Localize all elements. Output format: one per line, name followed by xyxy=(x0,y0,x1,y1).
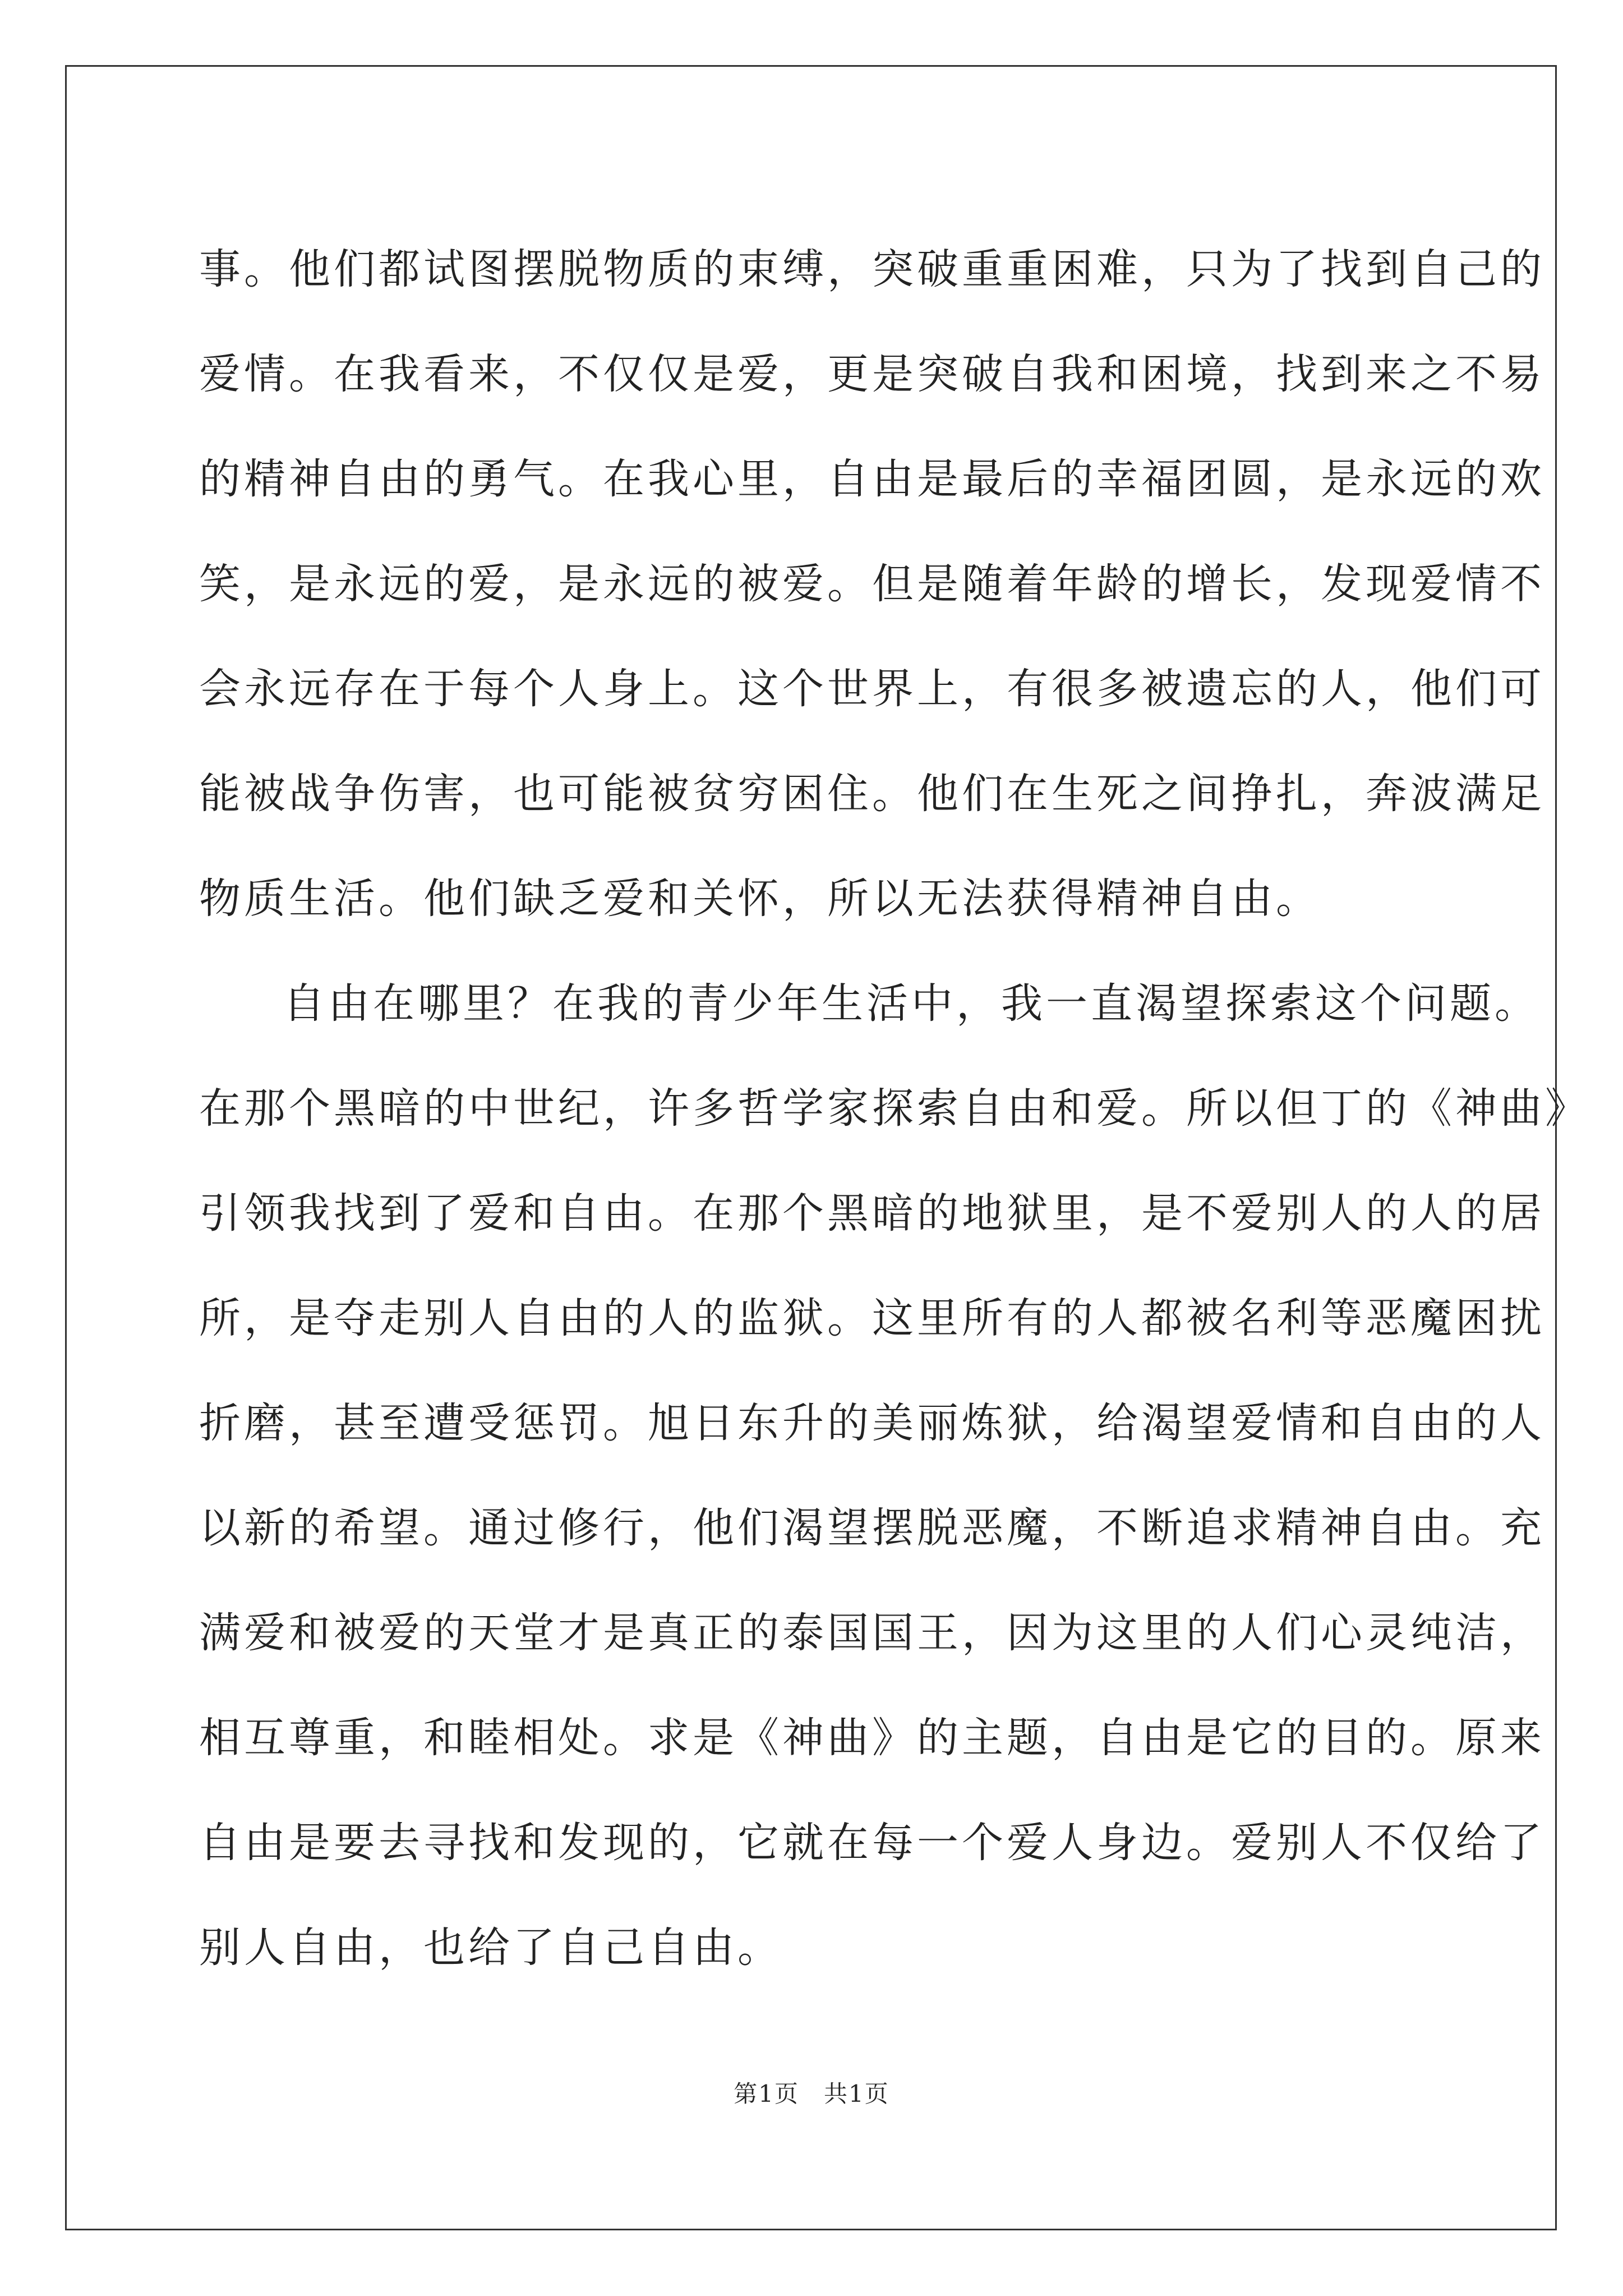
text-line: 别人自由，也给了自己自由。 xyxy=(199,1923,782,1972)
text-line: 自由是要去寻找和发现的，它就在每一个爱人身边。爱别人不仅给了 xyxy=(199,1818,1545,1867)
text-line: 笑，是永远的爱，是永远的被爱。但是随着年龄的增长，发现爱情不 xyxy=(199,559,1545,608)
text-line: 引领我找到了爱和自由。在那个黑暗的地狱里，是不爱别人的人的居 xyxy=(199,1189,1545,1237)
text-line: 事。他们都试图摆脱物质的束缚，突破重重困难，只为了找到自己的 xyxy=(199,245,1545,293)
text-line: 会永远存在于每个人身上。这个世界上，有很多被遗忘的人，他们可 xyxy=(199,664,1545,713)
text-line: 在那个黑暗的中世纪，许多哲学家探索自由和爱。所以但丁的《神曲》 xyxy=(199,1084,1590,1133)
text-line: 所，是夺走别人自由的人的监狱。这里所有的人都被名利等恶魔困扰 xyxy=(199,1294,1545,1342)
paragraph-start-line: 自由在哪里？在我的青少年生活中，我一直渴望探索这个问题。 xyxy=(283,979,1539,1028)
text-line: 能被战争伤害，也可能被贫穷困住。他们在生死之间挣扎，奔波满足 xyxy=(199,769,1545,818)
text-line: 物质生活。他们缺乏爱和关怀，所以无法获得精神自由。 xyxy=(199,874,1321,923)
document-body xyxy=(199,213,1590,1996)
text-line: 满爱和被爱的天堂才是真正的泰国国王，因为这里的人们心灵纯洁， xyxy=(199,1608,1545,1657)
text-line: 的精神自由的勇气。在我心里，自由是最后的幸福团圆，是永远的欢 xyxy=(199,454,1545,503)
text-line: 相互尊重，和睦相处。求是《神曲》的主题，自由是它的目的。原来 xyxy=(199,1713,1545,1762)
page-number-footer: 第1页 共1页 xyxy=(734,2080,889,2108)
text-line: 爱情。在我看来，不仅仅是爱，更是突破自我和困境，找到来之不易 xyxy=(199,349,1545,398)
text-line: 以新的希望。通过修行，他们渴望摆脱恶魔，不断追求精神自由。充 xyxy=(199,1503,1545,1552)
text-line: 折磨，甚至遭受惩罚。旭日东升的美丽炼狱，给渴望爱情和自由的人 xyxy=(199,1398,1545,1447)
